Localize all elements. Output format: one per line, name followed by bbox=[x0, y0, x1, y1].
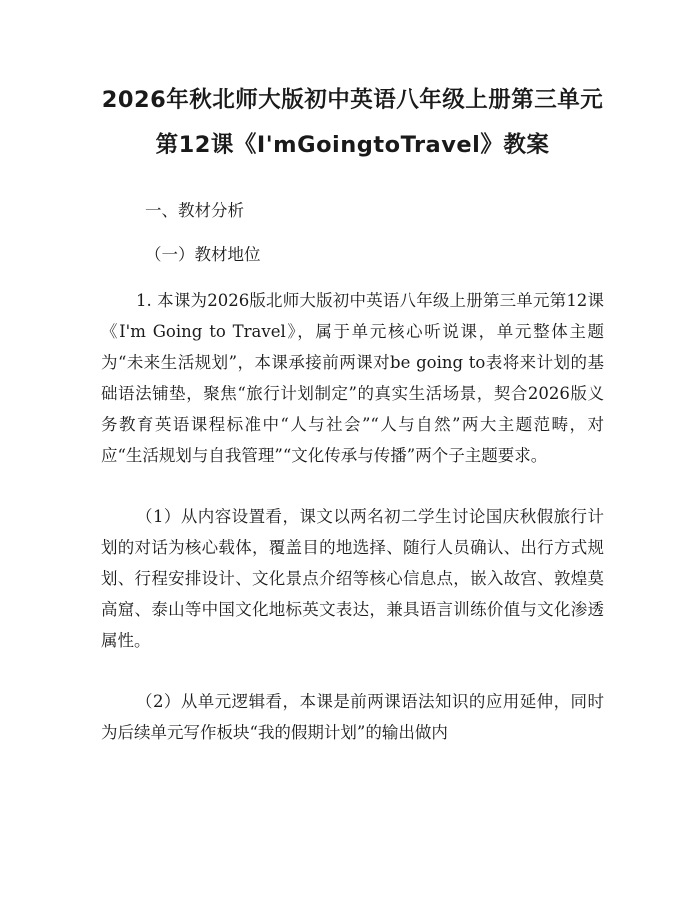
paragraph-lesson-overview: 1. 本课为2026版北师大版初中英语八年级上册第三单元第12课《I'm Going to Travel》，属于单元核心听说课，单元整体主题为“未来生活规划”，本课承接前两课对be going to表将来计划的基础语法铺垫，聚焦“旅行计划制定”的真实生活场景，契合2026版义务教育英语课程标准中“人与社会”“人与自然”两大主题范畴，对应“生活规划与自我管理”“文化传承与传播”两个子主题要求。 bbox=[101, 291, 604, 465]
paragraph-content-setting: （1）从内容设置看，课文以两名初二学生讨论国庆秋假旅行计划的对话为核心载体，覆盖目的地选择、随行人员确认、出行方式规划、行程安排设计、文化景点介绍等核心信息点，嵌入故宫、敦煌莫高窟、泰山等中国文化地标英文表达，兼具语言训练价值与文化渗透属性。 bbox=[101, 507, 604, 650]
paragraph-unit-logic: （2）从单元逻辑看，本课是前两课语法知识的应用延伸，同时为后续单元写作板块“我的假期计划”的输出做内 bbox=[101, 692, 604, 742]
subsection-heading-material-position: （一）教材地位 bbox=[145, 245, 261, 264]
section-heading-teaching-material-analysis: 一、教材分析 bbox=[145, 201, 244, 220]
document-title: 2026年秋北师大版初中英语八年级上册第三单元第12课《I'mGoingtoTravel》教案 bbox=[101, 87, 604, 158]
